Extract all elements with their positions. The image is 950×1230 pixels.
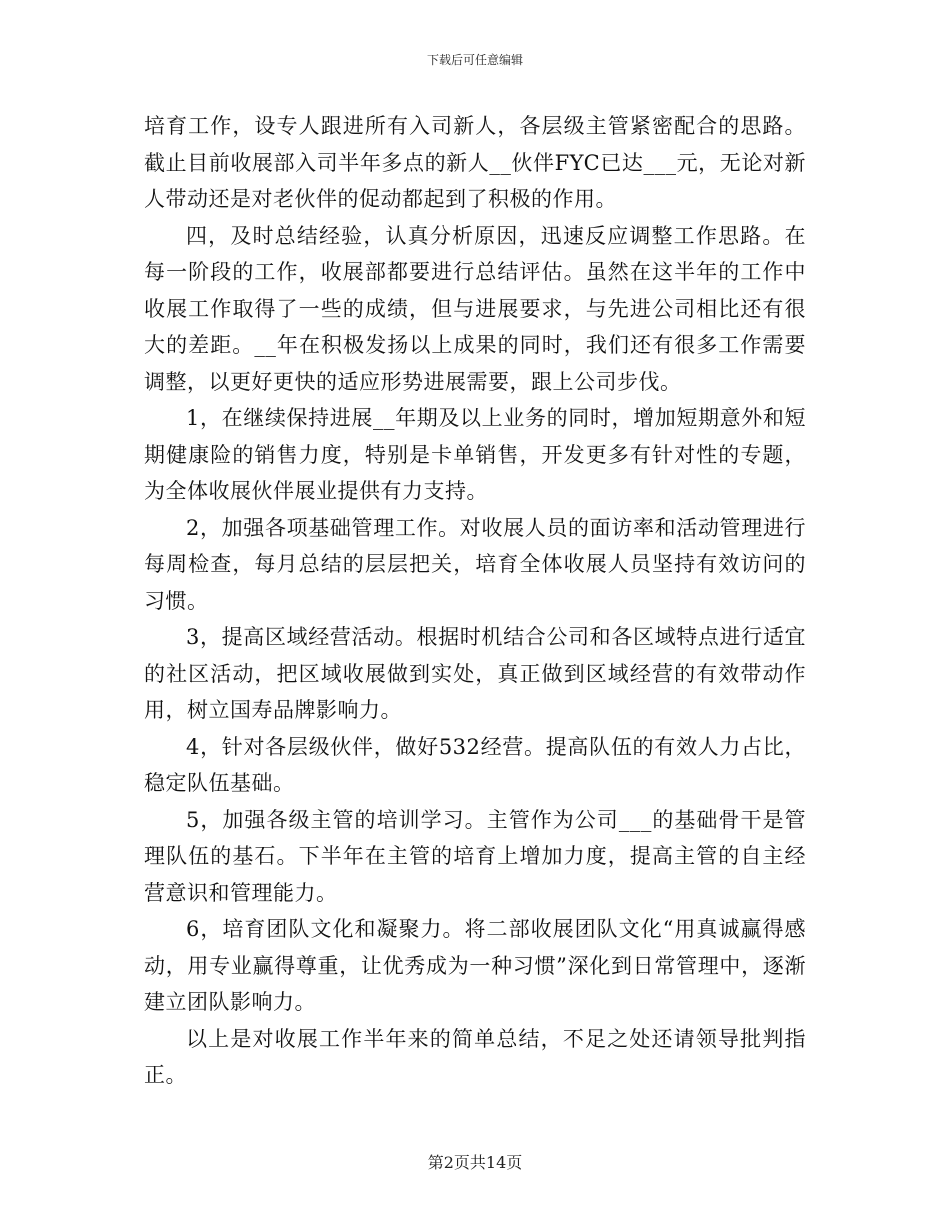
- paragraph-1: 培育工作，设专人跟进所有入司新人，各层级主管紧密配合的思路。截止目前收展部入司半年多点的新人__伙伴FYC已达___元，无论对新人带动还是对老伙伴的促动都起到了积极的作用。: [144, 114, 806, 211]
- page-header-note: 下载后可任意编辑: [426, 53, 523, 67]
- paragraph-9: 以上是对收展工作半年来的简单总结，不足之处还请领导批判指正。: [144, 1026, 806, 1087]
- paragraph-3: 1，在继续保持进展__年期及以上业务的同时，增加短期意外和短期健康险的销售力度，特别是卡单销售，开发更多有针对性的专题，为全体收展伙伴展业提供有力支持。: [144, 406, 806, 503]
- page-number: 第2页共14页: [427, 1153, 523, 1172]
- paragraph-2: 四，及时总结经验，认真分析原因，迅速反应调整工作思路。在每一阶段的工作，收展部都要进行总结评估。虽然在这半年的工作中收展工作取得了一些的成绩，但与进展要求，与先进公司相比还有很大的差距。__年在积极发扬以上成果的同时，我们还有很多工作需要调整，以更好更快的适应形势进展需要，跟上公司步伐。: [144, 223, 806, 394]
- document-body: [144, 108, 806, 1094]
- paragraph-4: 2，加强各项基础管理工作。对收展人员的面访率和活动管理进行每周检查，每月总结的层层把关，培育全体收展人员坚持有效访问的习惯。: [144, 515, 806, 613]
- paragraph-7: 5，加强各级主管的培训学习。主管作为公司___的基础骨干是管理队伍的基石。下半年在主管的培育上增加力度，提高主管的自主经营意识和管理能力。: [144, 807, 806, 905]
- paragraph-6: 4，针对各层级伙伴，做好532经营。提高队伍的有效人力占比，稳定队伍基础。: [144, 734, 806, 795]
- paragraph-8: 6，培育团队文化和凝聚力。将二部收展团队文化“用真诚赢得感动，用专业赢得尊重，让优秀成为一种习惯”深化到日常管理中，逐渐建立团队影响力。: [144, 917, 806, 1014]
- paragraph-5: 3，提高区域经营活动。根据时机结合公司和各区域特点进行适宜的社区活动，把区域收展做到实处，真正做到区域经营的有效带动作用，树立国寿品牌影响力。: [144, 625, 806, 722]
